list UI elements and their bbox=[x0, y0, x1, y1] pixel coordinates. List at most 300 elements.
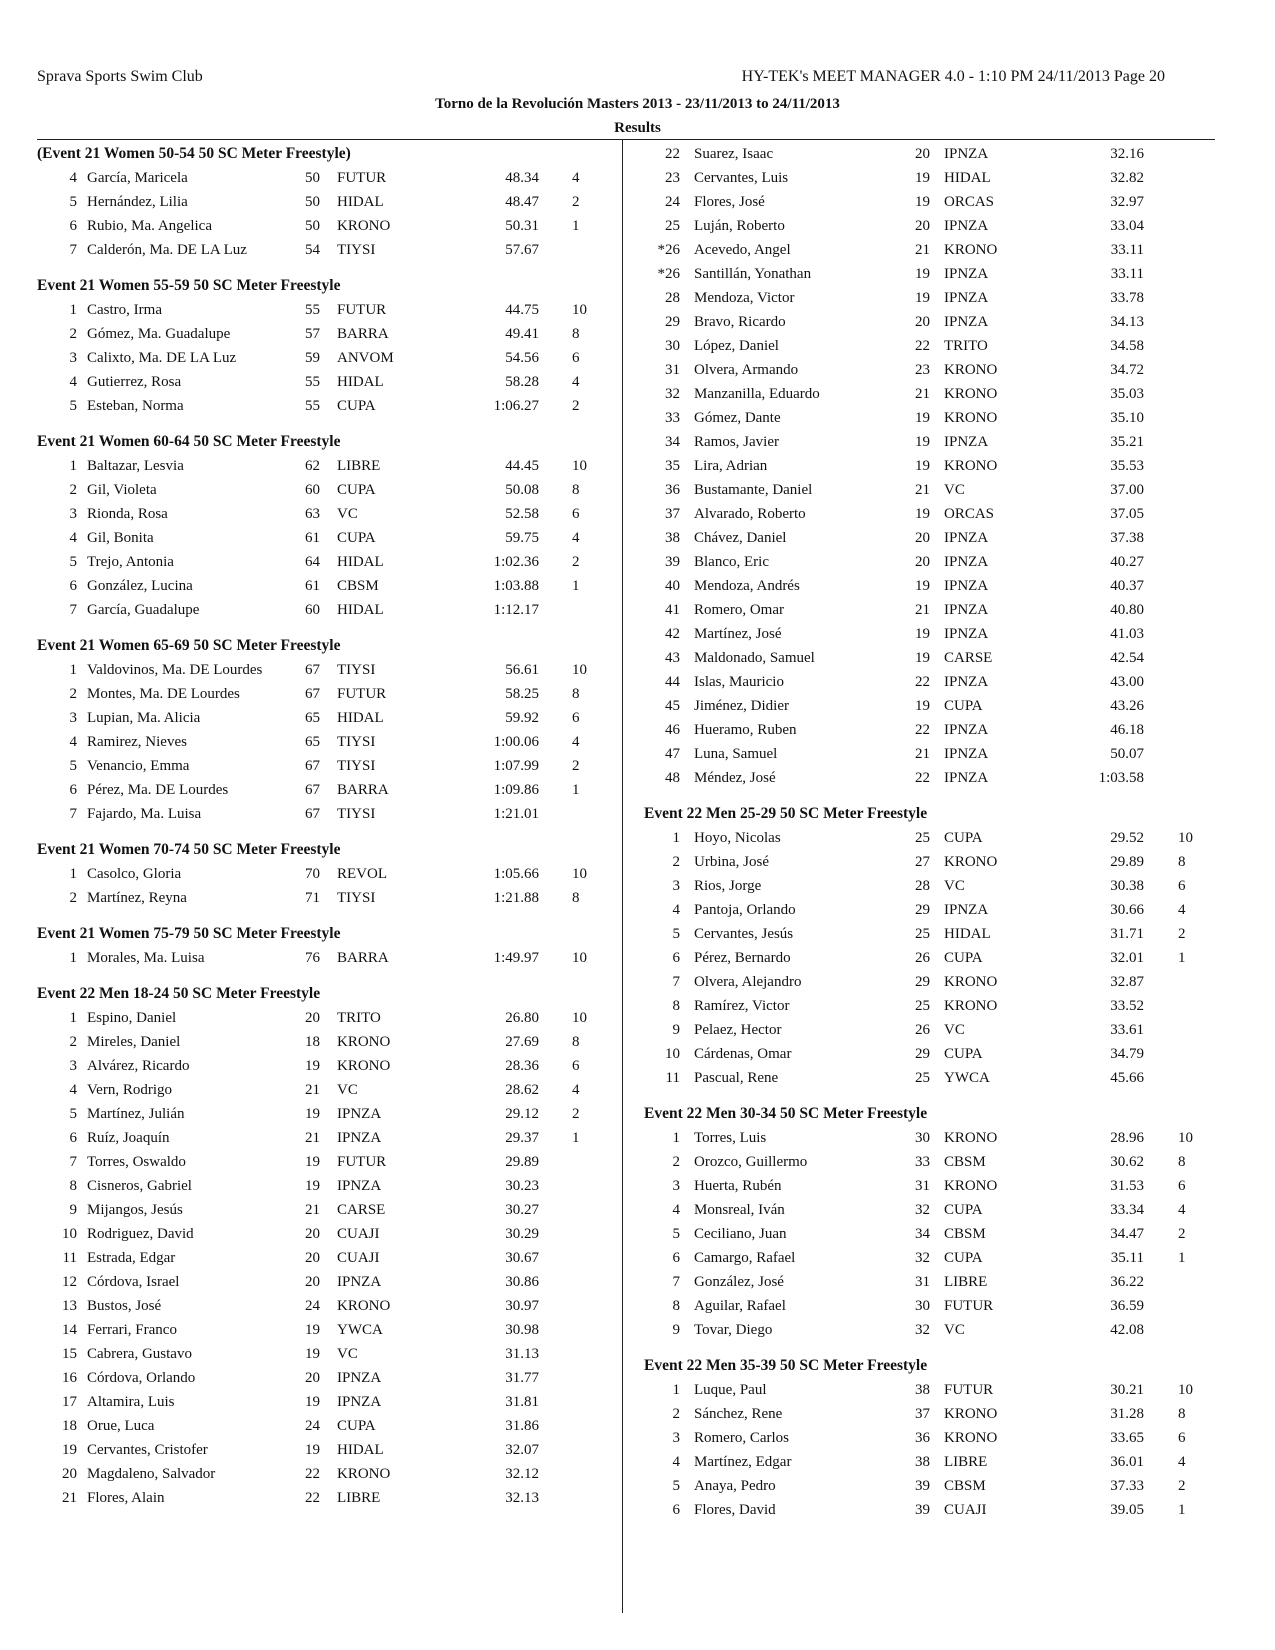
result-pts: 10 bbox=[572, 950, 587, 966]
result-team: KRONO bbox=[944, 974, 998, 990]
result-age: 19 bbox=[305, 1058, 320, 1074]
result-place: 25 bbox=[665, 218, 680, 234]
result-name: Flores, José bbox=[694, 194, 765, 210]
result-place: 4 bbox=[672, 1202, 680, 1218]
result-age: 67 bbox=[305, 662, 320, 678]
result-pts: 6 bbox=[572, 1058, 580, 1074]
result-place: 7 bbox=[69, 242, 77, 258]
result-age: 19 bbox=[915, 290, 930, 306]
result-place: 40 bbox=[665, 578, 680, 594]
result-age: 21 bbox=[915, 386, 930, 402]
result-time: 29.12 bbox=[505, 1106, 539, 1122]
result-name: Gil, Bonita bbox=[87, 530, 154, 546]
result-row bbox=[644, 1402, 1224, 1426]
event-gap bbox=[37, 970, 617, 982]
event-block bbox=[37, 982, 617, 1510]
result-time: 35.03 bbox=[1110, 386, 1144, 402]
result-row bbox=[37, 598, 617, 622]
result-team: FUTUR bbox=[944, 1382, 994, 1398]
club-name: Sprava Sports Swim Club bbox=[37, 68, 203, 85]
result-name: Blanco, Eric bbox=[694, 554, 769, 570]
result-age: 20 bbox=[915, 530, 930, 546]
result-name: Urbina, José bbox=[694, 854, 769, 870]
software-header: HY-TEK's MEET MANAGER 4.0 - 1:10 PM 24/11/2013 Page 20 bbox=[741, 68, 1165, 85]
result-team: LIBRE bbox=[337, 1490, 381, 1506]
result-age: 20 bbox=[305, 1226, 320, 1242]
result-place: 10 bbox=[665, 1046, 680, 1062]
result-row bbox=[37, 1078, 617, 1102]
event-title: Event 22 Men 18-24 50 SC Meter Freestyle bbox=[37, 985, 321, 1002]
result-time: 30.23 bbox=[505, 1178, 539, 1194]
result-time: 1:49.97 bbox=[493, 950, 539, 966]
result-age: 67 bbox=[305, 806, 320, 822]
result-time: 31.13 bbox=[505, 1346, 539, 1362]
result-name: Suarez, Isaac bbox=[694, 146, 774, 162]
result-age: 30 bbox=[915, 1130, 930, 1146]
result-time: 58.25 bbox=[505, 686, 539, 702]
result-team: CBSM bbox=[944, 1226, 986, 1242]
result-name: Ceciliano, Juan bbox=[694, 1226, 787, 1242]
result-team: CUPA bbox=[944, 698, 983, 714]
result-row bbox=[37, 370, 617, 394]
result-name: Camargo, Rafael bbox=[694, 1250, 796, 1266]
result-place: 16 bbox=[62, 1370, 77, 1386]
result-team: TIYSI bbox=[337, 806, 376, 822]
result-time: 33.61 bbox=[1110, 1022, 1144, 1038]
result-pts: 10 bbox=[572, 866, 587, 882]
result-name: Morales, Ma. Luisa bbox=[87, 950, 205, 966]
result-place: 48 bbox=[665, 770, 680, 786]
result-age: 55 bbox=[305, 398, 320, 414]
result-place: 6 bbox=[69, 218, 77, 234]
result-pts: 10 bbox=[1178, 1382, 1193, 1398]
result-age: 38 bbox=[915, 1454, 930, 1470]
result-row bbox=[37, 550, 617, 574]
result-age: 25 bbox=[915, 926, 930, 942]
result-time: 37.05 bbox=[1110, 506, 1144, 522]
result-team: IPNZA bbox=[944, 530, 989, 546]
event-gap bbox=[37, 418, 617, 430]
result-pts: 10 bbox=[572, 662, 587, 678]
result-age: 20 bbox=[305, 1010, 320, 1026]
result-name: Rios, Jorge bbox=[694, 878, 762, 894]
result-row bbox=[644, 898, 1224, 922]
result-pts: 1 bbox=[1178, 1250, 1186, 1266]
result-age: 19 bbox=[305, 1106, 320, 1122]
event-title: Event 21 Women 75-79 50 SC Meter Freestyle bbox=[37, 925, 341, 942]
result-age: 29 bbox=[915, 902, 930, 918]
result-team: IPNZA bbox=[337, 1106, 382, 1122]
result-name: Cabrera, Gustavo bbox=[87, 1346, 192, 1362]
result-row bbox=[644, 1042, 1224, 1066]
result-place: 6 bbox=[69, 1130, 77, 1146]
result-time: 40.80 bbox=[1110, 602, 1144, 618]
result-name: Hernández, Lilia bbox=[87, 194, 188, 210]
result-name: Bravo, Ricardo bbox=[694, 314, 786, 330]
result-name: González, José bbox=[694, 1274, 784, 1290]
result-team: KRONO bbox=[337, 1298, 391, 1314]
result-row bbox=[644, 454, 1224, 478]
result-age: 21 bbox=[915, 746, 930, 762]
result-place: 8 bbox=[672, 1298, 680, 1314]
result-row bbox=[37, 778, 617, 802]
result-name: Orozco, Guillermo bbox=[694, 1154, 808, 1170]
result-place: 10 bbox=[62, 1226, 77, 1242]
event-title: Event 22 Men 35-39 50 SC Meter Freestyle bbox=[644, 1357, 928, 1374]
result-name: Córdova, Israel bbox=[87, 1274, 180, 1290]
result-pts: 4 bbox=[572, 170, 580, 186]
result-time: 50.08 bbox=[505, 482, 539, 498]
result-age: 33 bbox=[915, 1154, 930, 1170]
result-time: 1:12.17 bbox=[493, 602, 539, 618]
result-row bbox=[37, 1054, 617, 1078]
result-name: Mendoza, Victor bbox=[694, 290, 795, 306]
result-name: Córdova, Orlando bbox=[87, 1370, 196, 1386]
result-age: 60 bbox=[305, 482, 320, 498]
result-age: 39 bbox=[915, 1478, 930, 1494]
result-name: Altamira, Luis bbox=[87, 1394, 175, 1410]
result-place: 1 bbox=[69, 302, 77, 318]
result-place: 19 bbox=[62, 1442, 77, 1458]
result-team: IPNZA bbox=[944, 770, 989, 786]
event-title: Event 22 Men 25-29 50 SC Meter Freestyle bbox=[644, 805, 928, 822]
result-row bbox=[644, 670, 1224, 694]
result-time: 34.58 bbox=[1110, 338, 1144, 354]
result-age: 55 bbox=[305, 374, 320, 390]
result-time: 1:02.36 bbox=[493, 554, 539, 570]
result-row bbox=[37, 1294, 617, 1318]
result-time: 48.34 bbox=[505, 170, 539, 186]
result-row bbox=[37, 1366, 617, 1390]
result-team: TIYSI bbox=[337, 758, 376, 774]
result-name: Rionda, Rosa bbox=[87, 506, 168, 522]
result-place: 2 bbox=[69, 686, 77, 702]
result-time: 30.98 bbox=[505, 1322, 539, 1338]
result-team: VC bbox=[944, 1322, 965, 1338]
result-place: 18 bbox=[62, 1418, 77, 1434]
result-time: 31.53 bbox=[1110, 1178, 1144, 1194]
result-age: 55 bbox=[305, 302, 320, 318]
result-time: 28.96 bbox=[1110, 1130, 1144, 1146]
result-team: TIYSI bbox=[337, 662, 376, 678]
event-block bbox=[644, 1102, 1224, 1342]
result-name: Mendoza, Andrés bbox=[694, 578, 800, 594]
result-place: 29 bbox=[665, 314, 680, 330]
result-age: 31 bbox=[915, 1178, 930, 1194]
result-place: 44 bbox=[665, 674, 680, 690]
result-time: 35.53 bbox=[1110, 458, 1144, 474]
event-title: Event 21 Women 60-64 50 SC Meter Freestyle bbox=[37, 433, 341, 450]
result-age: 19 bbox=[305, 1154, 320, 1170]
result-time: 31.28 bbox=[1110, 1406, 1144, 1422]
result-row bbox=[37, 394, 617, 418]
result-row bbox=[37, 682, 617, 706]
result-place: 11 bbox=[62, 1250, 77, 1266]
result-place: 3 bbox=[69, 506, 77, 522]
event-block bbox=[37, 142, 617, 262]
result-row bbox=[644, 574, 1224, 598]
result-time: 31.86 bbox=[505, 1418, 539, 1434]
result-time: 33.04 bbox=[1110, 218, 1144, 234]
result-team: IPNZA bbox=[944, 902, 989, 918]
result-team: IPNZA bbox=[944, 146, 989, 162]
result-time: 30.86 bbox=[505, 1274, 539, 1290]
result-row bbox=[644, 382, 1224, 406]
result-age: 21 bbox=[915, 242, 930, 258]
result-place: 5 bbox=[69, 1106, 77, 1122]
result-row bbox=[37, 1126, 617, 1150]
result-name: García, Maricela bbox=[87, 170, 188, 186]
result-age: 22 bbox=[915, 722, 930, 738]
result-age: 22 bbox=[915, 674, 930, 690]
result-team: CUAJI bbox=[337, 1226, 380, 1242]
result-team: ANVOM bbox=[337, 350, 394, 366]
result-name: Tovar, Diego bbox=[694, 1322, 773, 1338]
result-name: Cervantes, Luis bbox=[694, 170, 789, 186]
result-place: 35 bbox=[665, 458, 680, 474]
result-place: 4 bbox=[69, 1082, 77, 1098]
result-place: 4 bbox=[69, 374, 77, 390]
result-pts: 2 bbox=[1178, 1226, 1186, 1242]
result-place: 1 bbox=[672, 1130, 680, 1146]
result-row bbox=[37, 1414, 617, 1438]
result-team: KRONO bbox=[337, 218, 391, 234]
result-time: 32.01 bbox=[1110, 950, 1144, 966]
result-age: 19 bbox=[305, 1178, 320, 1194]
result-pts: 8 bbox=[1178, 1406, 1186, 1422]
result-name: Maldonado, Samuel bbox=[694, 650, 815, 666]
result-age: 20 bbox=[915, 554, 930, 570]
result-team: VC bbox=[337, 1082, 358, 1098]
result-place: 1 bbox=[672, 1382, 680, 1398]
result-place: 32 bbox=[665, 386, 680, 402]
result-time: 28.62 bbox=[505, 1082, 539, 1098]
result-place: 2 bbox=[69, 1034, 77, 1050]
result-age: 28 bbox=[915, 878, 930, 894]
result-place: 14 bbox=[62, 1322, 77, 1338]
result-team: TIYSI bbox=[337, 734, 376, 750]
result-place: 33 bbox=[665, 410, 680, 426]
result-name: Castro, Irma bbox=[87, 302, 162, 318]
result-name: Hoyo, Nicolas bbox=[694, 830, 781, 846]
result-time: 32.87 bbox=[1110, 974, 1144, 990]
result-team: IPNZA bbox=[944, 674, 989, 690]
result-pts: 10 bbox=[1178, 830, 1193, 846]
left-results-column bbox=[37, 142, 617, 1510]
result-time: 1:03.58 bbox=[1098, 770, 1144, 786]
result-age: 25 bbox=[915, 1070, 930, 1086]
result-team: IPNZA bbox=[337, 1130, 382, 1146]
result-place: 30 bbox=[665, 338, 680, 354]
result-team: LIBRE bbox=[944, 1454, 988, 1470]
result-name: Acevedo, Angel bbox=[694, 242, 791, 258]
result-team: HIDAL bbox=[337, 710, 384, 726]
result-team: CUPA bbox=[944, 950, 983, 966]
result-pts: 4 bbox=[572, 374, 580, 390]
result-pts: 4 bbox=[1178, 1454, 1186, 1470]
result-team: CARSE bbox=[944, 650, 993, 666]
result-place: 1 bbox=[69, 662, 77, 678]
result-name: Fajardo, Ma. Luisa bbox=[87, 806, 202, 822]
result-name: Ruíz, Joaquín bbox=[87, 1130, 170, 1146]
result-name: Cisneros, Gabriel bbox=[87, 1178, 192, 1194]
result-name: Espino, Daniel bbox=[87, 1010, 177, 1026]
result-pts: 4 bbox=[572, 734, 580, 750]
result-time: 52.58 bbox=[505, 506, 539, 522]
result-pts: 8 bbox=[572, 482, 580, 498]
result-time: 36.01 bbox=[1110, 1454, 1144, 1470]
result-team: KRONO bbox=[944, 386, 998, 402]
result-place: 15 bbox=[62, 1346, 77, 1362]
result-age: 50 bbox=[305, 218, 320, 234]
result-age: 70 bbox=[305, 866, 320, 882]
result-team: IPNZA bbox=[337, 1370, 382, 1386]
result-team: KRONO bbox=[944, 1406, 998, 1422]
result-time: 33.11 bbox=[1110, 242, 1144, 258]
result-team: KRONO bbox=[944, 362, 998, 378]
result-name: González, Lucina bbox=[87, 578, 193, 594]
result-place: 2 bbox=[672, 1154, 680, 1170]
result-row bbox=[37, 190, 617, 214]
result-name: Cervantes, Jesús bbox=[694, 926, 794, 942]
event-block bbox=[644, 1354, 1224, 1522]
result-name: Pantoja, Orlando bbox=[694, 902, 796, 918]
result-pts: 8 bbox=[572, 686, 580, 702]
result-team: KRONO bbox=[944, 458, 998, 474]
result-name: Ramos, Javier bbox=[694, 434, 779, 450]
result-age: 19 bbox=[305, 1442, 320, 1458]
result-row bbox=[644, 1294, 1224, 1318]
result-place: 1 bbox=[69, 458, 77, 474]
result-time: 34.72 bbox=[1110, 362, 1144, 378]
result-place: 9 bbox=[69, 1202, 77, 1218]
result-age: 20 bbox=[305, 1250, 320, 1266]
result-team: CUAJI bbox=[944, 1502, 987, 1518]
result-name: Mireles, Daniel bbox=[87, 1034, 181, 1050]
result-team: CUAJI bbox=[337, 1250, 380, 1266]
result-name: Gómez, Ma. Guadalupe bbox=[87, 326, 231, 342]
result-time: 33.11 bbox=[1110, 266, 1144, 282]
result-pts: 8 bbox=[1178, 1154, 1186, 1170]
result-row bbox=[644, 1222, 1224, 1246]
event-title: Event 21 Women 65-69 50 SC Meter Freestyle bbox=[37, 637, 341, 654]
result-row bbox=[37, 658, 617, 682]
result-name: Martínez, José bbox=[694, 626, 782, 642]
result-age: 20 bbox=[305, 1370, 320, 1386]
result-place: 5 bbox=[69, 194, 77, 210]
result-team: IPNZA bbox=[337, 1274, 382, 1290]
result-age: 60 bbox=[305, 602, 320, 618]
result-name: Hueramo, Ruben bbox=[694, 722, 797, 738]
result-time: 32.07 bbox=[505, 1442, 539, 1458]
result-team: HIDAL bbox=[944, 170, 991, 186]
result-name: Méndez, José bbox=[694, 770, 776, 786]
result-place: 45 bbox=[665, 698, 680, 714]
result-age: 67 bbox=[305, 782, 320, 798]
result-time: 1:07.99 bbox=[493, 758, 539, 774]
result-team: KRONO bbox=[944, 1178, 998, 1194]
result-row bbox=[644, 1018, 1224, 1042]
result-row bbox=[37, 502, 617, 526]
result-row bbox=[644, 1270, 1224, 1294]
result-place: 2 bbox=[69, 482, 77, 498]
result-age: 20 bbox=[915, 146, 930, 162]
result-age: 19 bbox=[915, 698, 930, 714]
result-row bbox=[644, 1474, 1224, 1498]
result-place: 5 bbox=[69, 554, 77, 570]
result-team: BARRA bbox=[337, 782, 389, 798]
result-age: 21 bbox=[915, 602, 930, 618]
result-row bbox=[644, 358, 1224, 382]
result-age: 59 bbox=[305, 350, 320, 366]
result-place: 34 bbox=[665, 434, 680, 450]
result-row bbox=[37, 478, 617, 502]
result-time: 29.89 bbox=[505, 1154, 539, 1170]
result-place: 13 bbox=[62, 1298, 77, 1314]
result-time: 30.38 bbox=[1110, 878, 1144, 894]
result-team: IPNZA bbox=[944, 434, 989, 450]
result-team: HIDAL bbox=[337, 554, 384, 570]
result-time: 33.65 bbox=[1110, 1430, 1144, 1446]
result-name: Lupian, Ma. Alicia bbox=[87, 710, 201, 726]
event-block bbox=[644, 142, 1224, 790]
result-team: IPNZA bbox=[944, 554, 989, 570]
result-team: CUPA bbox=[337, 1418, 376, 1434]
event-title: Event 21 Women 70-74 50 SC Meter Freestyle bbox=[37, 841, 341, 858]
result-time: 58.28 bbox=[505, 374, 539, 390]
result-place: 46 bbox=[665, 722, 680, 738]
result-place: 17 bbox=[62, 1394, 77, 1410]
result-team: IPNZA bbox=[944, 266, 989, 282]
result-time: 50.07 bbox=[1110, 746, 1144, 762]
result-place: 8 bbox=[672, 998, 680, 1014]
result-team: ORCAS bbox=[944, 194, 995, 210]
result-row bbox=[37, 1102, 617, 1126]
result-row bbox=[644, 1066, 1224, 1090]
meet-title: Torno de la Revolución Masters 2013 - 23/11/2013 to 24/11/2013 bbox=[435, 96, 840, 112]
result-name: Olvera, Armando bbox=[694, 362, 799, 378]
result-age: 19 bbox=[305, 1322, 320, 1338]
result-place: 6 bbox=[672, 950, 680, 966]
result-team: TRITO bbox=[337, 1010, 381, 1026]
result-pts: 1 bbox=[1178, 1502, 1186, 1518]
result-row bbox=[644, 166, 1224, 190]
result-team: TRITO bbox=[944, 338, 988, 354]
result-name: Martínez, Reyna bbox=[87, 890, 187, 906]
result-place: 2 bbox=[672, 854, 680, 870]
result-age: 36 bbox=[915, 1430, 930, 1446]
result-time: 32.16 bbox=[1110, 146, 1144, 162]
result-place: 42 bbox=[665, 626, 680, 642]
result-row bbox=[644, 1198, 1224, 1222]
result-time: 30.67 bbox=[505, 1250, 539, 1266]
result-name: Pérez, Ma. DE Lourdes bbox=[87, 782, 229, 798]
header-divider bbox=[37, 139, 1215, 140]
result-place: 6 bbox=[69, 578, 77, 594]
result-team: KRONO bbox=[944, 854, 998, 870]
result-name: Pérez, Bernardo bbox=[694, 950, 791, 966]
result-name: Gutierrez, Rosa bbox=[87, 374, 182, 390]
result-time: 34.47 bbox=[1110, 1226, 1144, 1242]
result-team: CUPA bbox=[944, 1250, 983, 1266]
result-time: 59.92 bbox=[505, 710, 539, 726]
result-time: 40.27 bbox=[1110, 554, 1144, 570]
result-age: 20 bbox=[305, 1274, 320, 1290]
result-name: Venancio, Emma bbox=[87, 758, 190, 774]
result-team: CUPA bbox=[337, 398, 376, 414]
result-age: 26 bbox=[915, 950, 930, 966]
result-age: 65 bbox=[305, 710, 320, 726]
